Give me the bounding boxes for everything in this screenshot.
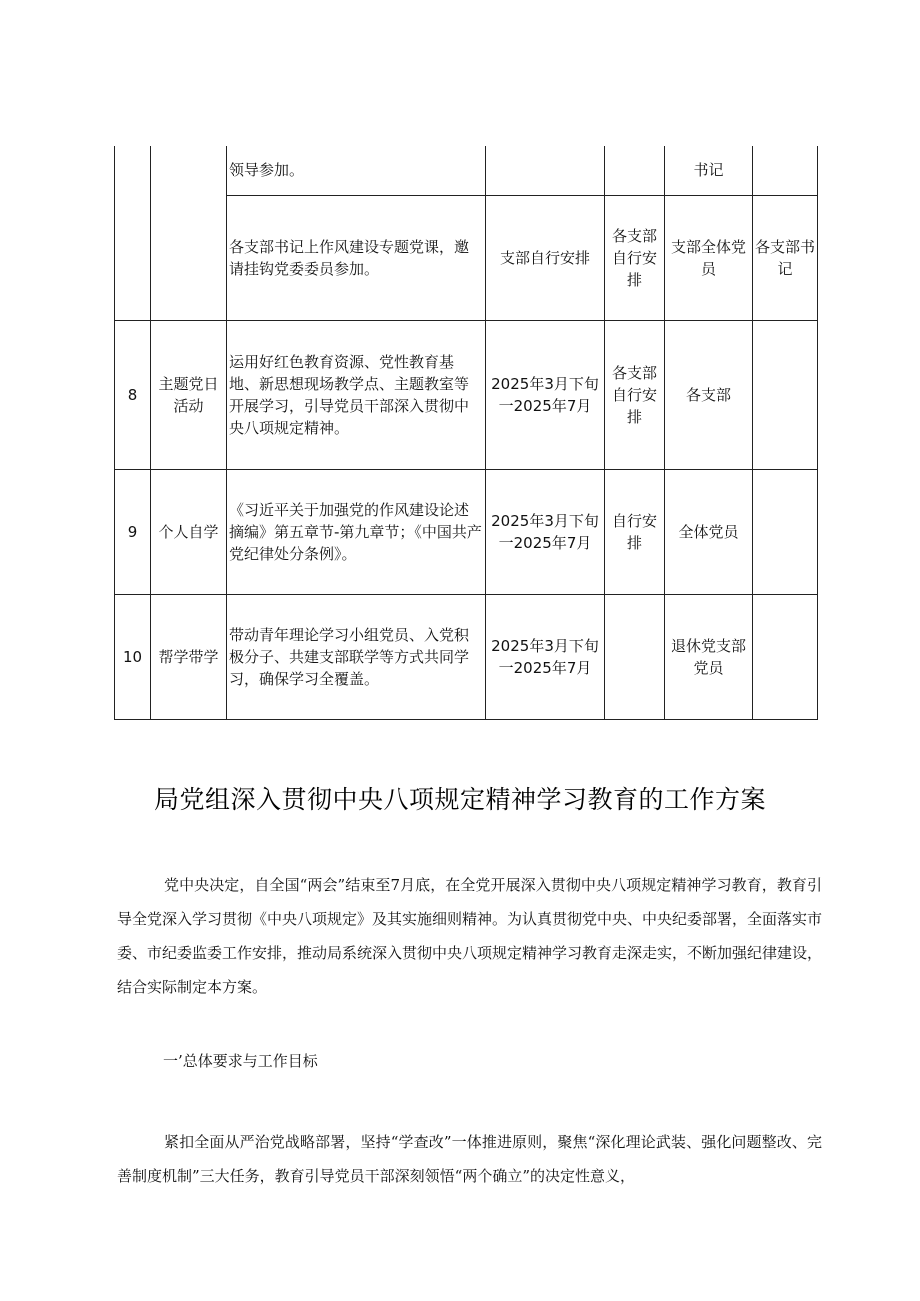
responsible-cell (753, 469, 818, 594)
row-number-cell: 10 (115, 594, 151, 719)
target-cell: 支部全体党员 (665, 195, 753, 320)
document-title: 局党组深入贯彻中央八项规定精神学习教育的工作方案 (153, 785, 766, 814)
row-number-cell: 9 (115, 469, 151, 594)
target-cell: 书记 (665, 146, 753, 195)
table-row (115, 469, 818, 594)
target-cell: 退休党支部党员 (665, 594, 753, 719)
method-cell: 各支部自行安排 (605, 195, 665, 320)
table-row (115, 594, 818, 719)
content-cell: 运用好红色教育资源、党性教育基地、新思想现场教学点、主题教室等开展学习，引导党员干部深入贯彻中央八项规定精神。 (227, 320, 486, 469)
intro-paragraph: 党中央决定，自全国“两会”结束至7月底，在全党开展深入贯彻中央八项规定精神学习教育，教育引导全党深入学习贯彻《中央八项规定》及其实施细则精神。为认真贯彻党中央、中央纪委部署，全面落实市委、市纪委监委工作安排，推动局系统深入贯彻中央八项规定精神学习教育走深走实，不断加强纪律建设，结合实际制定本方案。 (117, 876, 823, 996)
content-cell: 领导参加。 (227, 146, 486, 195)
time-cell: 支部自行安排 (486, 195, 605, 320)
method-cell: 各支部自行安排 (605, 320, 665, 469)
activity-name-cell: 个人自学 (151, 469, 227, 594)
method-cell: 自行安排 (605, 469, 665, 594)
responsible-cell (753, 594, 818, 719)
content-cell: 带动青年理论学习小组党员、入党积极分子、共建支部联学等方式共同学习，确保学习全覆盖。 (227, 594, 486, 719)
responsible-cell: 各支部书记 (753, 195, 818, 320)
method-cell (605, 594, 665, 719)
time-cell: 2025年3月下旬一2025年7月 (486, 469, 605, 594)
activity-name-cell (151, 146, 227, 320)
section-heading: 一’总体要求与工作目标 (163, 1052, 318, 1070)
row-number-cell: 8 (115, 320, 151, 469)
study-plan-table (114, 146, 818, 720)
content-cell: 各支部书记上作风建设专题党课，邀请挂钩党委委员参加。 (227, 195, 486, 320)
method-cell (605, 146, 665, 195)
responsible-cell (753, 320, 818, 469)
table-row (115, 320, 818, 469)
time-cell (486, 146, 605, 195)
table-row (115, 146, 818, 195)
responsible-cell (753, 146, 818, 195)
content-cell: 《习近平关于加强党的作风建设论述摘编》第五章节-第九章节；《中国共产党纪律处分条例》。 (227, 469, 486, 594)
target-cell: 全体党员 (665, 469, 753, 594)
activity-name-cell: 主题党日活动 (151, 320, 227, 469)
target-cell: 各支部 (665, 320, 753, 469)
body-paragraph: 紧扣全面从严治党战略部署，坚持“学查改”一体推进原则，聚焦“深化理论武装、强化问题整改、完善制度机制”三大任务，教育引导党员干部深刻领悟“两个确立”的决定性意义， (117, 1133, 822, 1185)
time-cell: 2025年3月下旬一2025年7月 (486, 594, 605, 719)
row-number-cell (115, 146, 151, 320)
time-cell: 2025年3月下旬一2025年7月 (486, 320, 605, 469)
activity-name-cell: 帮学带学 (151, 594, 227, 719)
